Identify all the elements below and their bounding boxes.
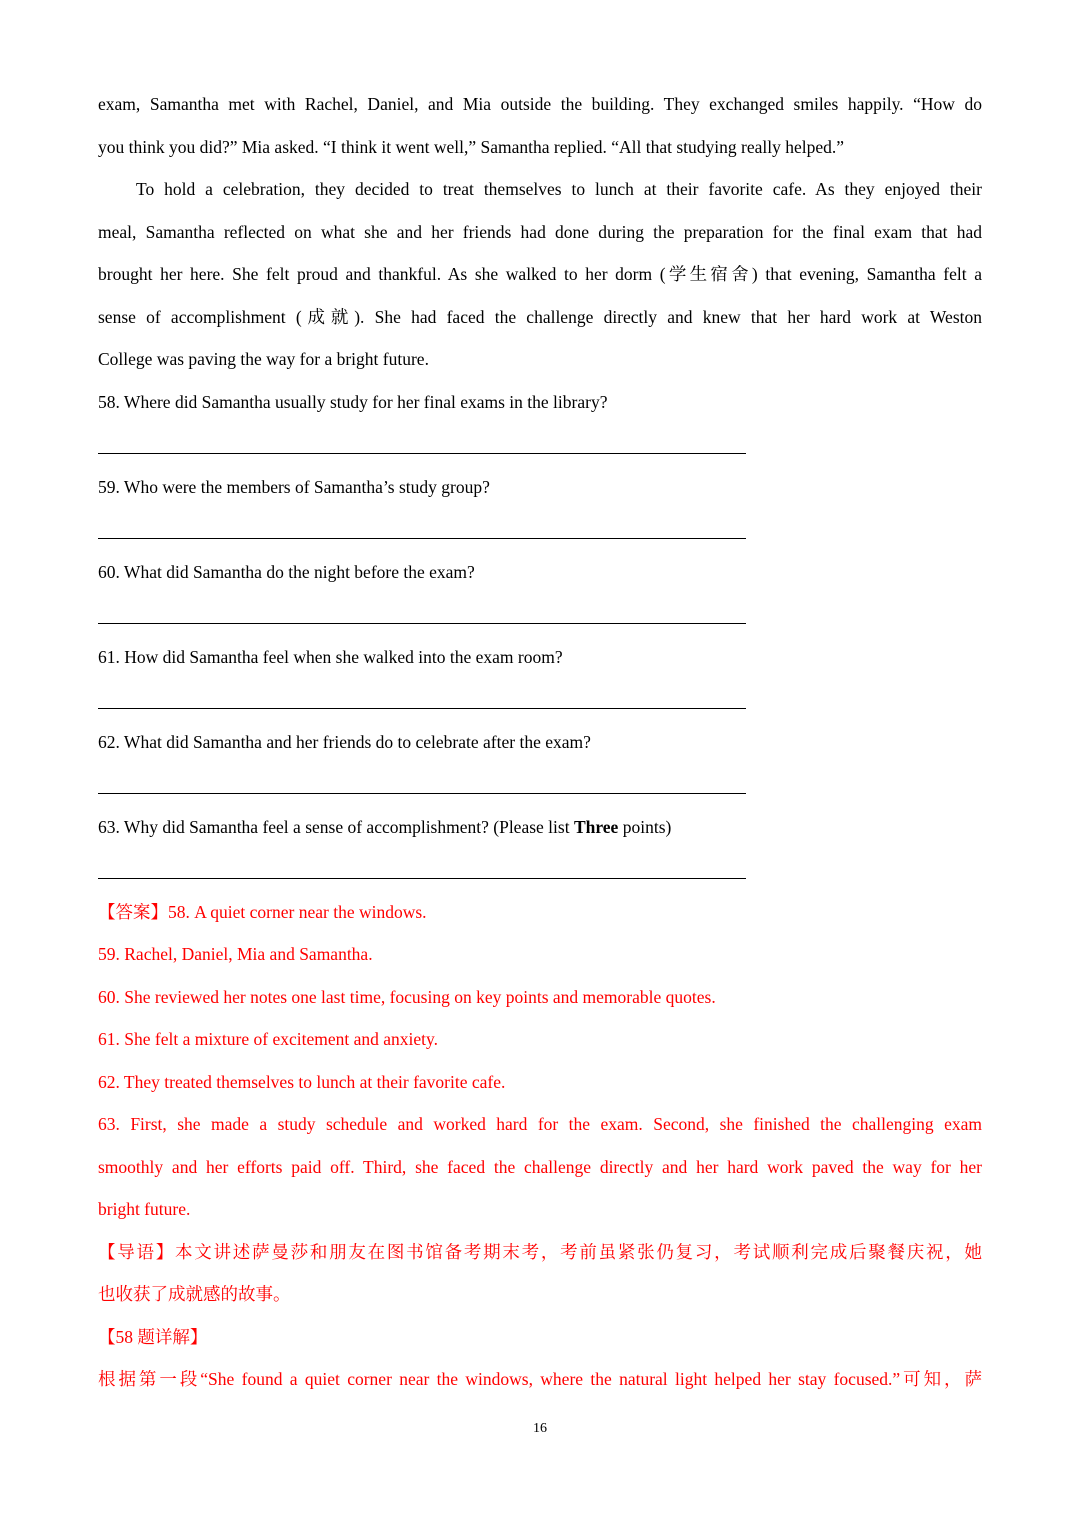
question-62: 62. What did Samantha and her friends do to celebrate after the exam? [98, 732, 591, 752]
answer-line-59 [98, 538, 746, 539]
question-63 [98, 815, 982, 839]
answer-63-line-1: 63. First, she made a study schedule and worked hard for the exam. Second, she finished the challenging exam [98, 1114, 982, 1134]
answer-58-text: 58. A quiet corner near the windows. [168, 902, 427, 922]
page-number: 16 [533, 1421, 547, 1436]
question-63-bold: Three [573, 817, 619, 837]
question-61: 61. How did Samantha feel when she walked into the exam room? [98, 647, 563, 667]
answer-58 [98, 900, 982, 924]
answer-line-62 [98, 793, 746, 794]
answer-line-58 [98, 453, 746, 454]
answer-62: 62. They treated themselves to lunch at their favorite cafe. [98, 1072, 506, 1092]
passage-line-2: you think you did?” Mia asked. “I think it went well,” Samantha replied. “All that studying really helped.” [98, 137, 844, 157]
passage-line-4: meal, Samantha reflected on what she and her friends had done during the preparation for the final exam that had [98, 222, 982, 242]
passage-line-6: sense of accomplishment (成就). She had faced the challenge directly and knew that her hard work at Weston [98, 307, 982, 327]
question-60: 60. What did Samantha do the night before the exam? [98, 562, 475, 582]
passage-line-7: College was paving the way for a bright future. [98, 349, 429, 369]
answer-line-60 [98, 623, 746, 624]
answer-61: 61. She felt a mixture of excitement and anxiety. [98, 1029, 439, 1049]
answer-59: 59. Rachel, Daniel, Mia and Samantha. [98, 944, 373, 964]
answer-line-61 [98, 708, 746, 709]
answer-line-63 [98, 878, 746, 879]
question-58: 58. Where did Samantha usually study for her final exams in the library? [98, 392, 608, 412]
guide-line-1 [98, 1240, 982, 1264]
answer-60: 60. She reviewed her notes one last time, focusing on key points and memorable quotes. [98, 987, 716, 1007]
guide-line-2: 也收获了成就感的故事。 [98, 1284, 291, 1304]
question-63-text-end: points) [618, 817, 672, 837]
guide-text: 本文讲述萨曼莎和朋友在图书馆备考期末考，考前虽紧张仍复习，考试顺利完成后聚餐庆祝，她 [175, 1242, 983, 1262]
answer-63-line-3: bright future. [98, 1199, 191, 1219]
detail-58-text: 根据第一段“She found a quiet corner near the windows, where the natural light helped her stay focused.”可知，萨 [98, 1369, 982, 1389]
answer-label: 【答案】 [98, 902, 168, 922]
passage-line-1: exam, Samantha met with Rachel, Daniel, and Mia outside the building. They exchanged smiles happily. “How do [98, 94, 982, 114]
question-59: 59. Who were the members of Samantha’s study group? [98, 477, 490, 497]
detail-58-heading: 【58 题详解】 [98, 1327, 208, 1347]
guide-label: 【导语】 [98, 1242, 176, 1262]
answer-63-line-2: smoothly and her efforts paid off. Third, she faced the challenge directly and her hard work paved the way for her [98, 1157, 982, 1177]
passage-line-5: brought her here. She felt proud and thankful. As she walked to her dorm (学生宿舍) that evening, Samantha felt a [98, 264, 982, 284]
question-63-text: 63. Why did Samantha feel a sense of accomplishment? (Please list [98, 817, 574, 837]
passage-line-3: To hold a celebration, they decided to treat themselves to lunch at their favorite cafe. As they enjoyed their [136, 179, 982, 199]
